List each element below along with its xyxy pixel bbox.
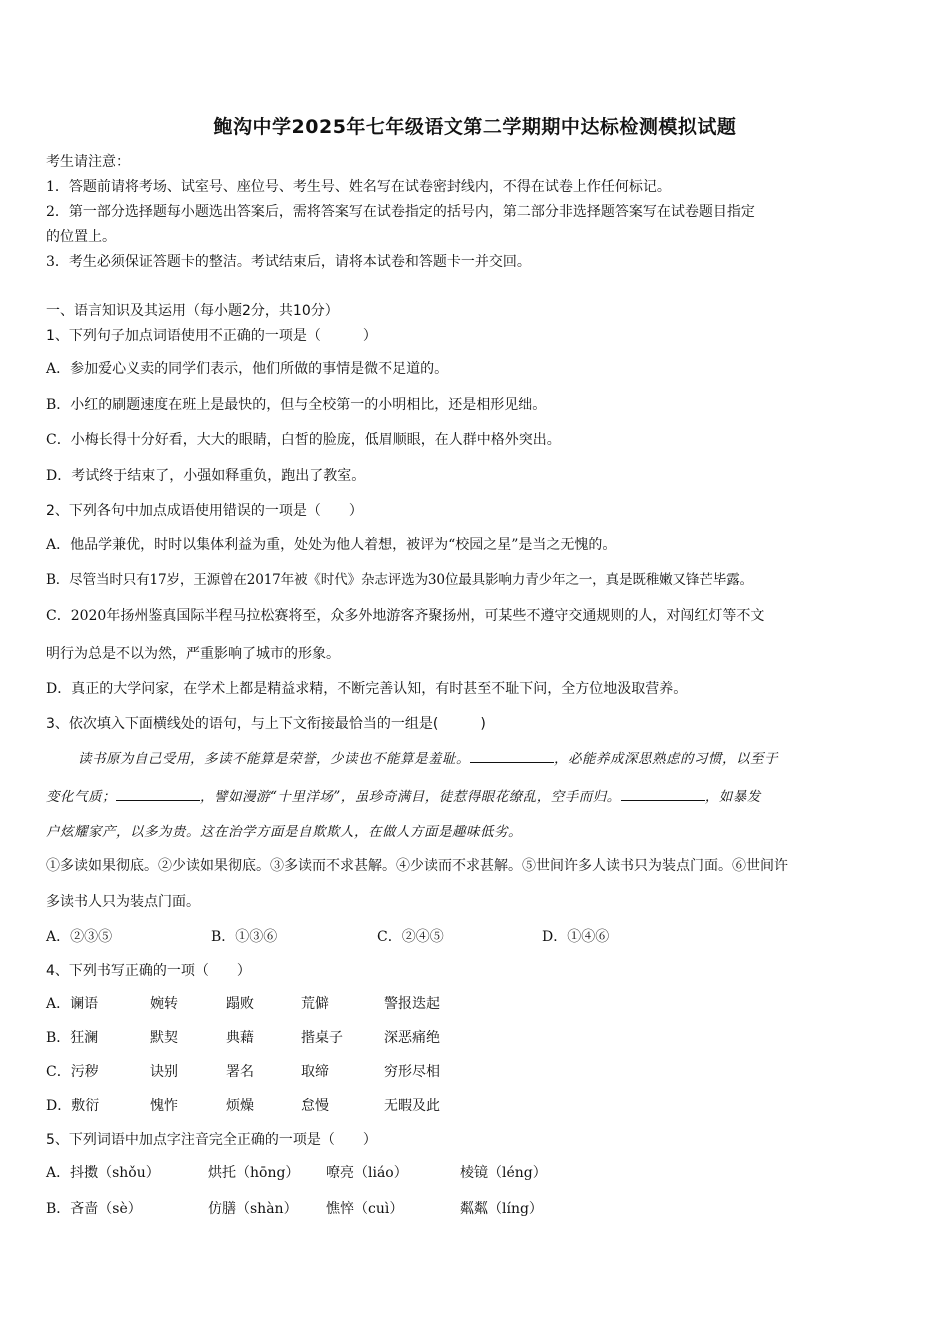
q2-option-a: A．他品学兼优，时时以集体利益为重，处处为他人着想，被评为“校园之星”是当之无愧的。 bbox=[46, 537, 617, 553]
notice-heading: 考生请注意： bbox=[46, 154, 130, 170]
q4-word: 署名 bbox=[226, 1064, 254, 1080]
q5-word: 嘹亮（liáo） bbox=[326, 1165, 408, 1181]
q4-word: 默契 bbox=[150, 1030, 178, 1046]
q3-options-line-2: 多读书人只为装点门面。 bbox=[46, 894, 200, 910]
q4-word: 警报迭起 bbox=[384, 996, 440, 1012]
q4-word: 穷形尽相 bbox=[384, 1064, 440, 1080]
q5-word: 棱镜（léng） bbox=[460, 1165, 547, 1181]
q4-word: A．谰语 bbox=[46, 996, 99, 1012]
answer-blank[interactable] bbox=[116, 786, 200, 801]
q4-stem: 4、下列书写正确的一项（ ） bbox=[46, 963, 251, 979]
q1-stem: 1、下列句子加点词语使用不正确的一项是（ ） bbox=[46, 328, 377, 344]
q3-passage-2c: ，如暴发 bbox=[704, 789, 761, 805]
q3-passage-2b: ，譬如漫游“十里洋场”，虽珍奇满目，徒惹得眼花缭乱，空手而归。 bbox=[200, 789, 621, 805]
q5-stem: 5、下列词语中加点字注音完全正确的一项是（ ） bbox=[46, 1132, 377, 1148]
q3-choice-a[interactable]: A．②③⑤ bbox=[46, 929, 113, 945]
notice-item-2: 2．第一部分选择题每小题选出答案后，需将答案写在试卷指定的括号内，第二部分非选择题答案写在试卷题目指定 bbox=[46, 204, 755, 220]
q5-word: A．抖擞（shǒu） bbox=[46, 1165, 160, 1181]
q2-stem: 2、下列各句中加点成语使用错误的一项是（ ） bbox=[46, 503, 363, 519]
q3-options-line-1: ①多读如果彻底。②少读如果彻底。③多读而不求甚解。④少读而不求甚解。⑤世间许多人读书只为装点门面。⑥世间许 bbox=[46, 858, 788, 874]
q4-word: 烦燥 bbox=[226, 1098, 254, 1114]
q3-passage-1a: 读书原为自己受用，多读不能算是荣誉，少读也不能算是羞耻。 bbox=[78, 751, 470, 767]
q5-word: 粼粼（líng） bbox=[460, 1201, 543, 1217]
page-title: 鲍沟中学2025年七年级语文第二学期期中达标检测模拟试题 bbox=[213, 116, 737, 138]
q4-word: 典藉 bbox=[226, 1030, 254, 1046]
q4-word: 取缔 bbox=[301, 1064, 329, 1080]
q4-word: 蹋败 bbox=[226, 996, 254, 1012]
q3-choice-c[interactable]: C．②④⑤ bbox=[377, 929, 444, 945]
answer-blank[interactable] bbox=[470, 748, 554, 763]
q4-word: 诀别 bbox=[150, 1064, 178, 1080]
q3-passage-1b: ，必能养成深思熟虑的习惯，以至于 bbox=[554, 751, 778, 767]
q3-choice-b[interactable]: B．①③⑥ bbox=[211, 929, 278, 945]
q1-option-d: D．考试终于结束了，小强如释重负，跑出了教室。 bbox=[46, 468, 366, 484]
q3-choice-d[interactable]: D．①④⑥ bbox=[542, 929, 610, 945]
q5-word: 憔悴（cuì） bbox=[326, 1201, 404, 1217]
q5-word: 烘托（hōng） bbox=[208, 1165, 300, 1181]
q3-passage-line-2 bbox=[46, 786, 916, 807]
q4-word: 愧怍 bbox=[150, 1098, 178, 1114]
q3-passage-line-1 bbox=[78, 748, 918, 769]
q4-word: B．狂澜 bbox=[46, 1030, 99, 1046]
q2-option-b: B．尽管当时只有17岁，王源曾在2017年被《时代》杂志评选为30位最具影响力青少年之一，真是既稚嫩又锋芒毕露。 bbox=[46, 572, 753, 588]
q4-word: 无暇及此 bbox=[384, 1098, 440, 1114]
q4-word: C．污秽 bbox=[46, 1064, 99, 1080]
q2-option-d: D．真正的大学问家，在学术上都是精益求精，不断完善认知，有时甚至不耻下问，全方位地汲取营养。 bbox=[46, 681, 688, 697]
q4-word: 深恶痛绝 bbox=[384, 1030, 440, 1046]
q3-stem: 3、依次填入下面横线处的语句，与上下文衔接最恰当的一组是( ) bbox=[46, 716, 486, 732]
q4-word: D．敷衍 bbox=[46, 1098, 100, 1114]
q1-option-b: B．小红的刷题速度在班上是最快的，但与全校第一的小明相比，还是相形见绌。 bbox=[46, 397, 547, 413]
q4-word: 婉转 bbox=[150, 996, 178, 1012]
q3-passage-line-3: 户炫耀家产，以多为贵。这在治学方面是自欺欺人，在做人方面是趣味低劣。 bbox=[46, 824, 522, 840]
q2-option-c: C．2020年扬州鉴真国际半程马拉松赛将至，众多外地游客齐聚扬州，可某些不遵守交通规则的人，对闯红灯等不文 bbox=[46, 608, 765, 624]
q4-word: 怠慢 bbox=[301, 1098, 329, 1114]
q3-passage-2a: 变化气质； bbox=[46, 789, 116, 805]
section-heading: 一、语言知识及其运用（每小题2分，共10分） bbox=[46, 303, 339, 319]
q4-word: 揩桌子 bbox=[301, 1030, 343, 1046]
answer-blank[interactable] bbox=[621, 786, 705, 801]
q2-option-c-cont: 明行为总是不以为然，严重影响了城市的形象。 bbox=[46, 646, 340, 662]
q1-option-c: C．小梅长得十分好看，大大的眼睛，白皙的脸庞，低眉顺眼，在人群中格外突出。 bbox=[46, 432, 561, 448]
q1-option-a: A．参加爱心义卖的同学们表示，他们所做的事情是微不足道的。 bbox=[46, 361, 449, 377]
notice-item-2-cont: 的位置上。 bbox=[46, 229, 116, 245]
q5-word: B．吝啬（sè） bbox=[46, 1201, 142, 1217]
q5-word: 仿膳（shàn） bbox=[208, 1201, 298, 1217]
q4-word: 荒僻 bbox=[301, 996, 329, 1012]
notice-item-3: 3．考生必须保证答题卡的整洁。考试结束后，请将本试卷和答题卡一并交回。 bbox=[46, 254, 531, 270]
notice-item-1: 1．答题前请将考场、试室号、座位号、考生号、姓名写在试卷密封线内，不得在试卷上作任何标记。 bbox=[46, 179, 671, 195]
